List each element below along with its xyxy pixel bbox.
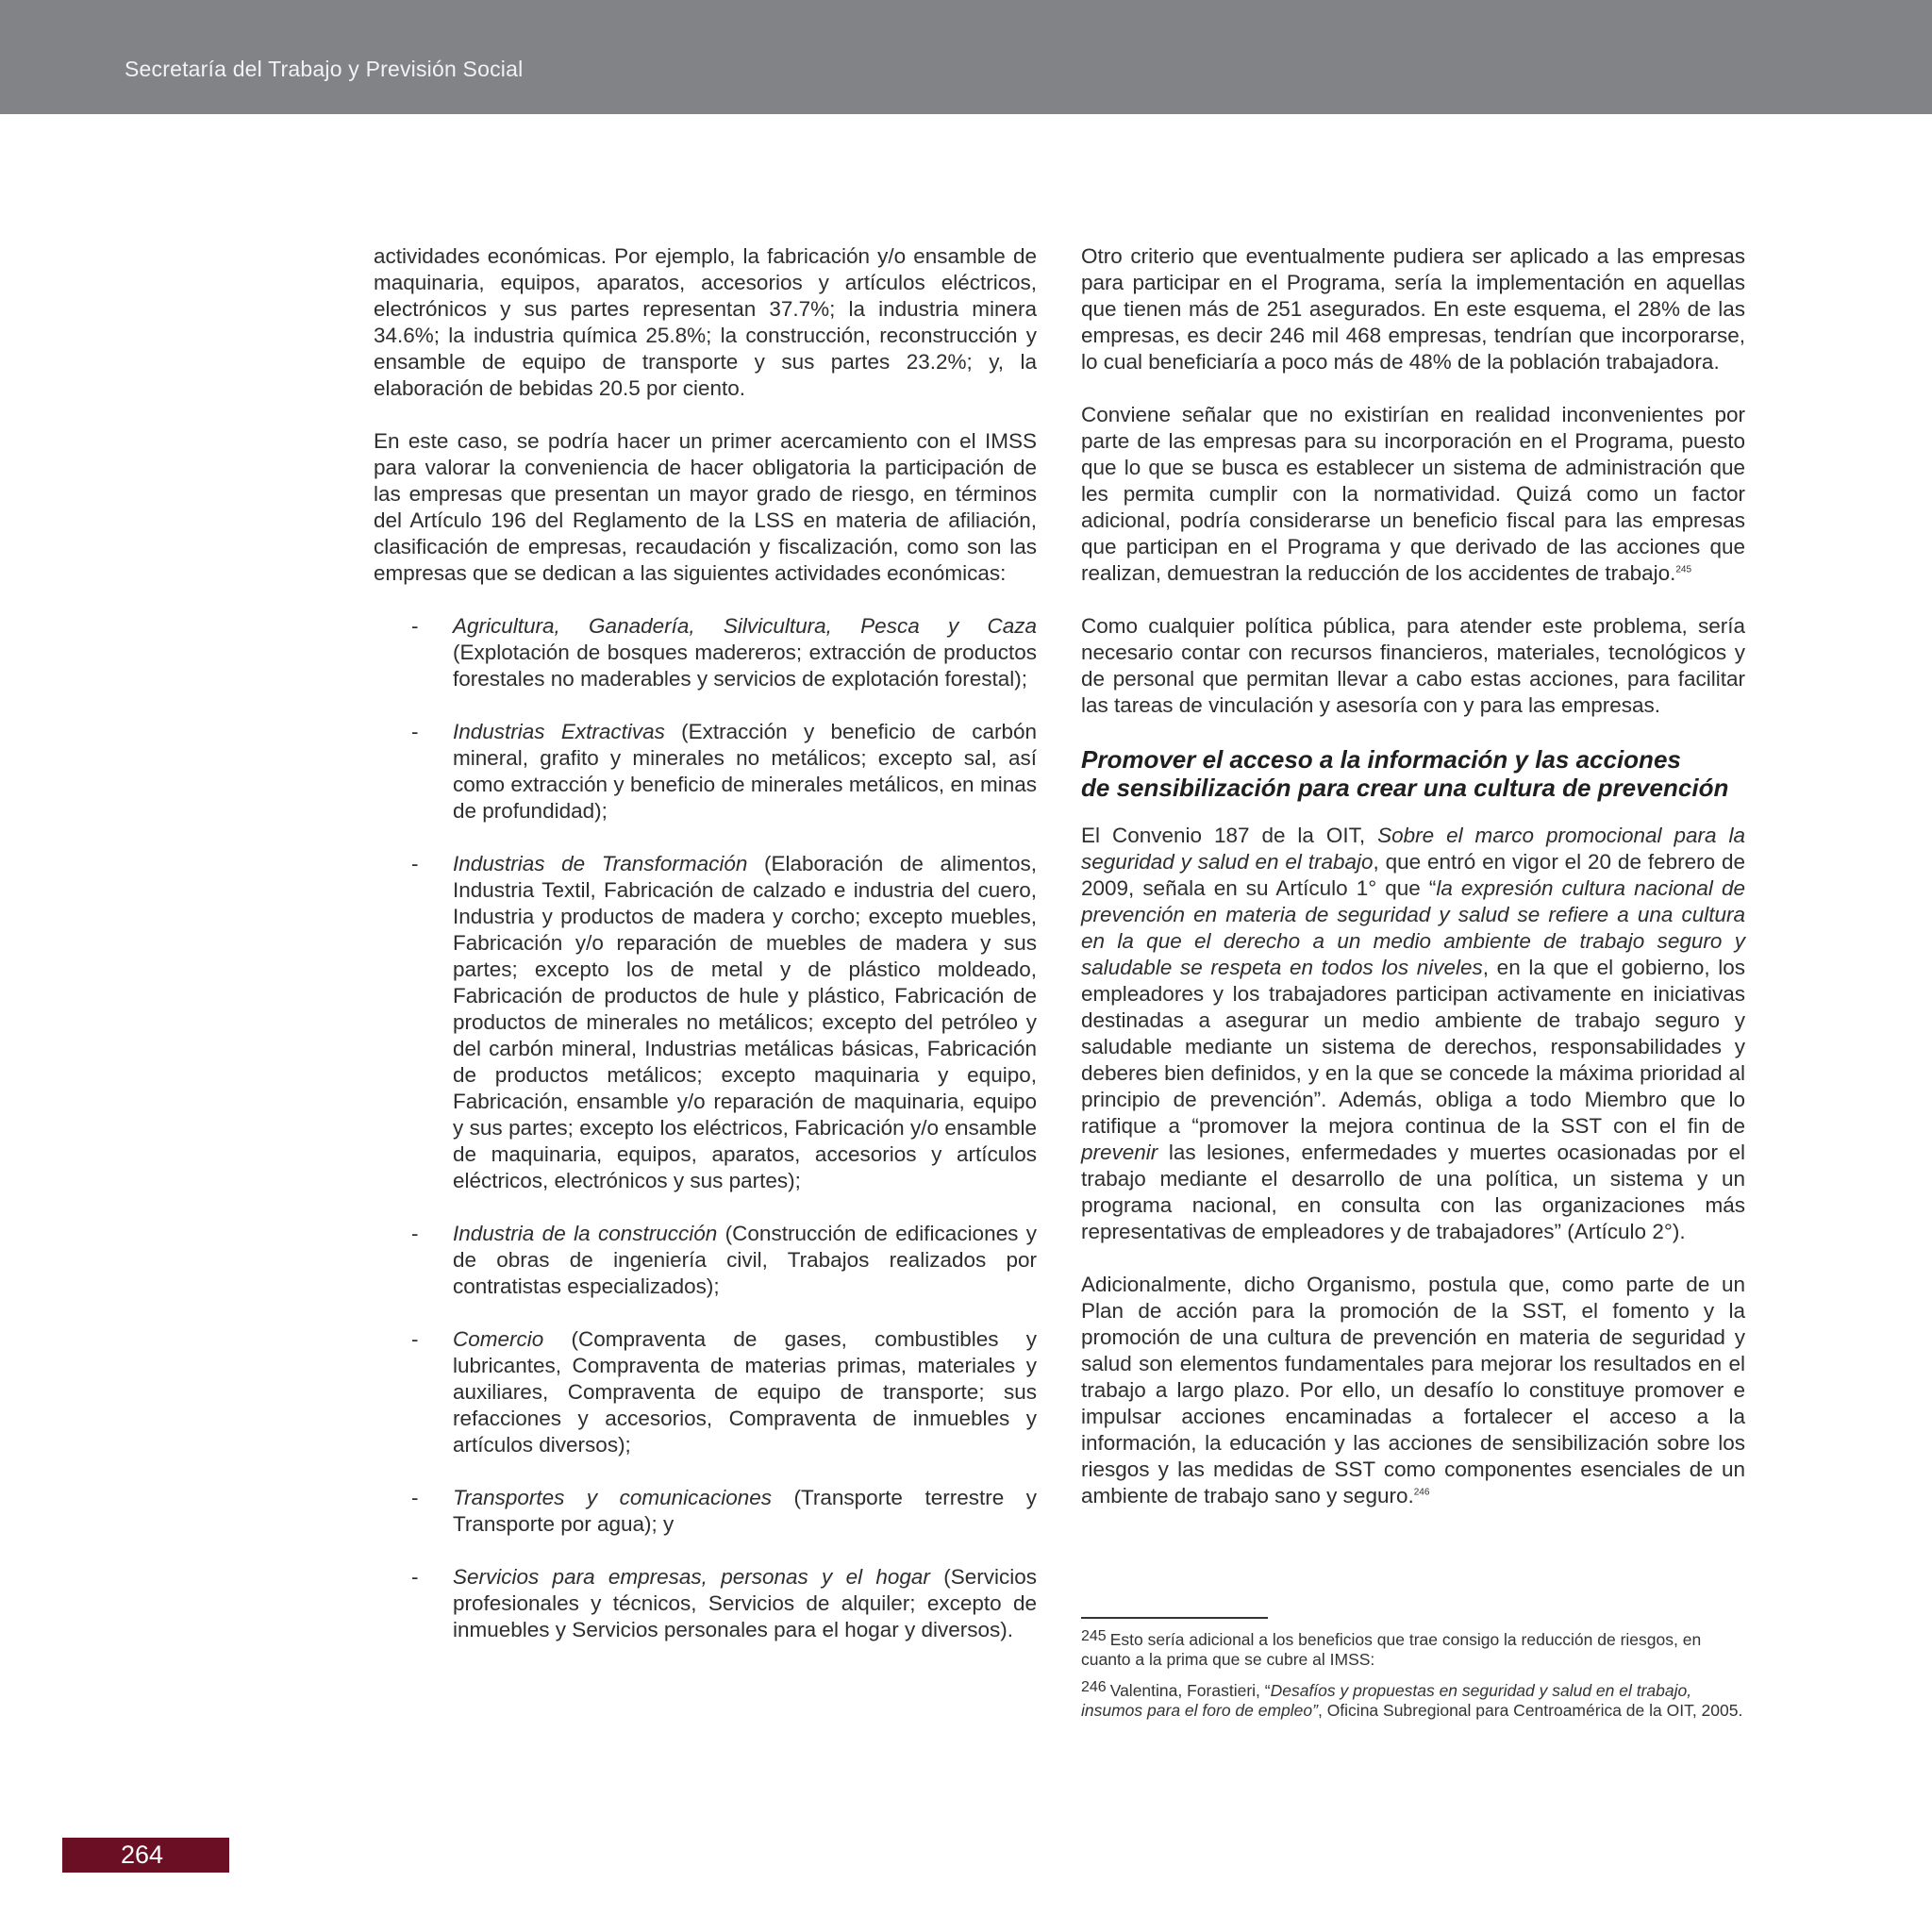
list-item-title: Industrias Extractivas: [453, 720, 665, 743]
list-item: [374, 1485, 1037, 1538]
text-run: , en la que el gobierno, los empleadores y los trabajadores participan activamente en iniciativas destinadas a asegurar un medio ambiente de trabajo seguro y saludable mediante un sistema de derechos, responsabilidades y deberes bien definidos, y en la que se concede la máxima prioridad al principio de prevención”. Además, obliga a todo Miembro que lo ratifique a “promover la mejora continua de la SST con el fin de: [1081, 956, 1746, 1138]
footnote-246: [1081, 1677, 1745, 1721]
bullet-dash: -: [411, 720, 419, 743]
text-run: las lesiones, enfermedades y muertes ocasionadas por el trabajo mediante el desarrollo de una política, un sistema y un programa nacional, en consulta con las organizaciones más representativas de empleadores y de trabajadores” (Artículo 2°).: [1081, 1141, 1745, 1243]
convention-title: Sobre el marco promocional para la seguridad y salud en el trabajo: [1081, 824, 1745, 874]
footnote-text: Esto sería adicional a los beneficios que trae consigo la reducción de riesgos, en cuanto a la prima que se cubre al IMSS:: [1081, 1630, 1702, 1669]
footnote-number: 246: [1081, 1679, 1107, 1695]
right-paragraph-5-text: Adicionalmente, dicho Organismo, postula que, como parte de un Plan de acción para la promoción de la SST, el fomento y la promoción de una cultura de prevención en materia de seguridad y salud son elementos fundamentales para mejorar los resultados en el trabajo a largo plazo. Por ello, un desafío lo constituye promover e impulsar acciones encaminadas a fortalecer el acceso a la información, la educación y las acciones de sensibilización sobre los riesgos y las medidas de SST como componentes esenciales de un ambiente de trabajo sano y seguro.: [1081, 1273, 1745, 1507]
list-item-title: Comercio: [453, 1327, 544, 1351]
activities-list: [374, 613, 1037, 1643]
emphasized-word: prevenir: [1081, 1141, 1158, 1164]
list-item: [374, 1564, 1037, 1643]
list-item: [374, 719, 1037, 824]
section-heading-line-2: de sensibilización para crear una cultura de prevención: [1081, 774, 1729, 802]
right-paragraph-4: [1081, 823, 1745, 1245]
footnote-245: [1081, 1626, 1745, 1670]
text-run: El Convenio 187 de la OIT,: [1081, 824, 1378, 847]
header-bar: [0, 0, 1932, 114]
section-heading-line-1: Promover el acceso a la información y las acciones: [1081, 745, 1681, 774]
list-item-text: (Transporte terrestre y Transporte por agua); y: [453, 1486, 1037, 1536]
list-item: [374, 1221, 1037, 1300]
quoted-definition: la expresión cultura nacional de prevención en materia de seguridad y salud se refiere a una cultura en la que el derecho a un medio ambiente de trabajo seguro y saludable se respeta en todos los niveles: [1081, 876, 1745, 979]
right-paragraph-5: [1081, 1272, 1745, 1509]
list-item-title: Agricultura, Ganadería, Silvicultura, Pesca y Caza: [453, 614, 1037, 638]
list-item-text: (Explotación de bosques madereros; extracción de productos forestales no maderables y servicios de explotación forestal);: [453, 641, 1037, 691]
list-item-text: (Compraventa de gases, combustibles y lubricantes, Compraventa de materias primas, materiales y auxiliares, Compraventa de equipo de transporte; sus refacciones y accesorios, Compraventa de inmuebles y artículos diversos);: [453, 1327, 1037, 1457]
bullet-dash: -: [411, 1222, 419, 1245]
text-run: , que entró en vigor el 20 de febrero de 2009, señala en su Artículo 1° que “: [1081, 850, 1745, 900]
footnote-ref-245[interactable]: 245: [1675, 564, 1692, 575]
right-paragraph-1: Otro criterio que eventualmente pudiera ser aplicado a las empresas para participar en el Programa, sería la implementación en aquellas que tienen más de 251 asegurados. En este esquema, el 28% de las empresas, es decir 246 mil 468 empresas, tendrían que incorporarse, lo cual beneficiaría a poco más de 48% de la población trabajadora.: [1081, 244, 1745, 374]
list-item-text: (Servicios profesionales y técnicos, Servicios de alquiler; excepto de inmuebles y Servicios personales para el hogar y diversos).: [453, 1565, 1037, 1641]
list-item: [374, 1326, 1037, 1458]
header-title: Secretaría del Trabajo y Previsión Social: [125, 57, 524, 81]
footnote-divider: [1081, 1617, 1268, 1619]
bullet-dash: -: [411, 852, 419, 875]
list-item-title: Servicios para empresas, personas y el hogar: [453, 1565, 930, 1589]
footnote-text: , Oficina Subregional para Centroamérica de la OIT, 2005.: [1317, 1701, 1743, 1720]
right-paragraph-2: [1081, 402, 1745, 587]
right-column: [1081, 243, 1745, 1536]
list-item-text: (Elaboración de alimentos, Industria Textil, Fabricación de calzado e industria del cuero, Industria y productos de madera y corcho; excepto muebles, Fabricación y/o reparación de muebles de madera y sus partes; excepto los de metal y de plástico moldeado, Fabricación de productos de hule y plástico, Fabricación de productos de minerales no metálicos; excepto del petróleo y del carbón mineral, Industrias metálicas básicas, Fabricación de productos metálicos; excepto maquinaria y equipo, Fabricación, ensamble y/o reparación de maquinaria, equipo y sus partes; excepto los eléctricos, Fabricación y/o ensamble de maquinaria, equipos, aparatos, accesorios y artículos eléctricos, electrónicos y sus partes);: [453, 852, 1037, 1192]
list-item-title: Industrias de Transformación: [453, 852, 748, 875]
list-item-title: Transportes y comunicaciones: [453, 1486, 772, 1509]
right-paragraph-2-text: Conviene señalar que no existirían en realidad inconvenientes por parte de las empresas para su incorporación en el Programa, puesto que lo que se busca es establecer un sistema de administración que les permita cumplir con la normatividad. Quizá como un factor adicional, podría considerarse un beneficio fiscal para las empresas que participan en el Programa y que derivado de las acciones que realizan, demuestran la reducción de los accidentes de trabajo.: [1081, 403, 1745, 585]
footnote-text: Valentina, Forastieri, “: [1109, 1681, 1271, 1700]
bullet-dash: -: [411, 1327, 419, 1351]
list-item: [374, 851, 1037, 1194]
left-column: [374, 243, 1037, 1670]
list-item-title: Industria de la construcción: [453, 1222, 718, 1245]
bullet-dash: -: [411, 1565, 419, 1589]
footnote-ref-246[interactable]: 246: [1413, 1487, 1430, 1498]
footnotes: [1081, 1626, 1745, 1728]
right-paragraph-3: Como cualquier política pública, para atender este problema, sería necesario contar con recursos financieros, materiales, tecnológicos y de personal que permitan llevar a cabo estas acciones, para facilitar las tareas de vinculación y asesoría con y para las empresas.: [1081, 614, 1745, 717]
bullet-dash: -: [411, 1486, 419, 1509]
list-item-text: (Extracción y beneficio de carbón mineral, grafito y minerales no metálicos; excepto sal, así como extracción y beneficio de minerales metálicos, en minas de profundidad);: [453, 720, 1037, 823]
left-paragraph-1: actividades económicas. Por ejemplo, la fabricación y/o ensamble de maquinaria, equipos, aparatos, accesorios y artículos eléctricos, electrónicos y sus partes representan 37.7%; la industria minera 34.6%; la industria química 25.8%; la construcción, reconstrucción y ensamble de equipo de transporte y sus partes 23.2%; y, la elaboración de bebidas 20.5 por ciento.: [374, 244, 1037, 400]
list-item-text: (Construcción de edificaciones y de obras de ingeniería civil, Trabajos realizados por contratistas especializados);: [453, 1222, 1037, 1298]
list-item: [374, 613, 1037, 692]
footnote-number: 245: [1081, 1628, 1107, 1644]
footnote-italic-title: Desafíos y propuestas en seguridad y salud en el trabajo, insumos para el foro de empleo”: [1081, 1681, 1692, 1720]
section-heading: [1081, 745, 1745, 802]
page-number: 264: [62, 1838, 229, 1873]
left-paragraph-2: En este caso, se podría hacer un primer acercamiento con el IMSS para valorar la conveniencia de hacer obligatoria la participación de las empresas que presentan un mayor grado de riesgo, en términos del Artículo 196 del Reglamento de la LSS en materia de afiliación, clasificación de empresas, recaudación y fiscalización, como son las empresas que se dedican a las siguientes actividades económicas:: [374, 429, 1037, 585]
bullet-dash: -: [411, 614, 419, 638]
